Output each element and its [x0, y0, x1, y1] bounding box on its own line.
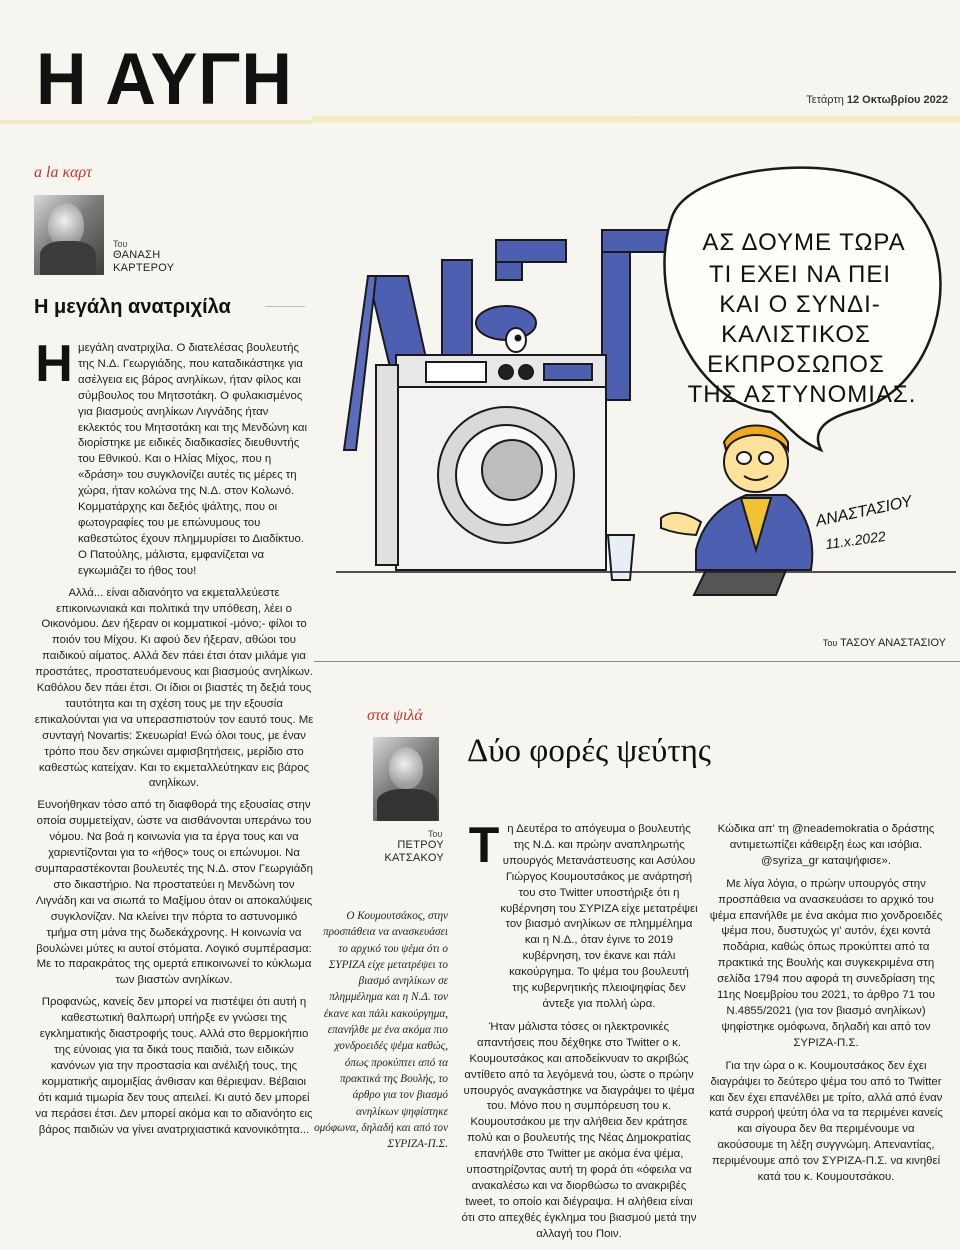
right-author-first: ΠΕΤΡΟΥ	[397, 839, 444, 851]
artist-signature	[813, 493, 915, 552]
left-paragraph-3: Ευνοήθηκαν τόσο από τη διαφθορά της εξουσίας στην οποία συμμετείχαν, ώστε να αισθάνονται υπεράνω του νόμου. Να βοά η κοινωνία για τα έργα τους και να χαριεντίζονται για το «ήθος» τους οι επώνυμοι. Να συμπαραστέκονται βουλευτές της Ν.Δ. στον Γεωργιάδη στο δικαστήριο. Να προστατεύει η Μενδώνη τον Λιγνάδη και να σιωπά το Μαξίμου όταν οι αποκαλύψεις συγκλονίζαν. Να κλείνει την πόρτα το αστυνομικό τμήμα στη μάνα της δωδεκάχρονης. Η κοινωνία να βουλώνει μύτες κι αυτοί στόματα. Λογικό συμπέρασμα: Με το παρακράτος της ομερτά επικοινωνεί το κύκλωμα των βιαστών ανηλίκων.	[35, 799, 313, 987]
bird-figure	[476, 306, 536, 352]
right-article-column-1	[460, 817, 698, 1250]
editorial-cartoon	[316, 150, 956, 630]
left-byline-prefix: Του	[113, 239, 128, 249]
speech-line-1: ΑΣ ΔΟΥΜΕ ΤΩΡΑ	[702, 229, 906, 256]
title-rule	[265, 306, 305, 307]
water-glass	[608, 535, 634, 580]
header-rule-left	[0, 120, 312, 124]
header-rule	[312, 116, 960, 123]
left-author-first: ΘΑΝΑΣΗ	[113, 249, 161, 261]
right-paragraph-5: Για την ώρα ο κ. Κουμουτσάκος δεν έχει διαγράψει το δεύτερο ψέμα του από το Twitter και δεν έχει επανέλθει με τρίτο, αλλά από έναν κατά συρροή ψεύτη όλα να τα περιμένει κανείς και σίγουρα δεν θα περιμένουμε να ακούσουμε τη λέξη συγγνώμη. Απεναντίας, περιμένουμε από τον ΣΥΡΙΖΑ-Π.Σ. να κινηθεί κατά του κ. Κουμουτσάκου.	[709, 1059, 943, 1184]
date-day: Τετάρτη	[806, 94, 844, 106]
cartoon-credit	[823, 637, 946, 649]
left-author-photo	[34, 195, 104, 275]
signature-date: 11.x.2022	[824, 527, 887, 553]
right-section-label: στα ψιλά	[367, 707, 423, 724]
right-article-title: Δύο φορές ψεύτης	[467, 733, 711, 769]
right-paragraph-1: η Δευτέρα το απόγευμα ο βουλευτής της Ν.Δ. και πρώην αναπληρωτής υπουργός Μετανάστευσης και Ασύλου Γιώργος Κουμουτσάκος με ανάρτησή του στο Twitter υποστήριξε ότι η κυβέρνηση του ΣΥΡΙΖΑ είχε μετατρέψει τον βιασμό ανηλίκων σε πλημμέλημα και η Ν.Δ., όταν έγινε το 2019 κυβέρνηση, τον έκανε και πάλι κακούργημα. Το ψέμα του βουλευτή της κυβερνητικής πλειοψηφίας δεν άντεξε για πολλή ώρα.	[500, 823, 698, 1010]
right-author-last: ΚΑΤΣΑΚΟΥ	[384, 852, 444, 864]
right-paragraph-2: Ήταν μάλιστα τόσες οι ηλεκτρονικές απαντήσεις που δέχθηκε στο Twitter ο κ. Κουμουτσάκος και αποδείκνυαν το ακριβώς αντίθετο από τα λεγόμενά του, ώστε ο πρώην υπουργός αναγκάστηκε να διαγράψει το ψέμα του. Μόνο που η συμπόρευση του κ. Κουμουτσάκου με την αλήθεια δεν κράτησε πολύ και ο βουλευτής της Νέας Δημοκρατίας επανήλθε στο Twitter με ακόμα ένα ψέμα, υποστηρίζοντας αυτή τη φορά ότι «όφειλα να ανακαλέσω και να διορθώσω το ανακριβές tweet, το οποίο και διέγραψα. Η αλήθεια είναι ότι στο απεχθές έγκλημα του βιασμού μετά την αλλαγή του Ποιν.	[461, 1020, 697, 1240]
left-author-last: ΚΑΡΤΕΡΟΥ	[113, 262, 175, 274]
cartoon-credit-name: ΤΑΣΟΥ ΑΝΑΣΤΑΣΙΟΥ	[840, 637, 946, 649]
publication-date	[806, 94, 948, 106]
date-full: 12 Οκτωβρίου 2022	[846, 94, 948, 106]
left-dropcap: Η	[35, 335, 73, 393]
pull-quote: Ο Κουμουτσάκος, στην προσπάθεια να ανασκευάσει το αρχικό του ψέμα ότι ο ΣΥΡΙΖΑ είχε μετατρέψει το βιασμό ανηλίκων σε πλημμέλημα και η Ν.Δ. τον έκανε και πάλι κακούργημα, επανήλθε με ένα ακόμα πιο χονδροειδές ψέμα καθώς, όπως προκύπτει από τα πρακτικά της Βουλής, το άρθρο για τον βιασμό ανηλίκων ψηφίστηκε ομόφωνα, δηλαδή και από τον ΣΥΡΙΖΑ-Π.Σ.	[314, 910, 448, 1151]
right-dropcap: Τ	[468, 817, 500, 873]
right-author-photo	[373, 737, 439, 821]
right-paragraph-3: Κώδικα απ' τη @neademokratia ο δράστης αντιμετωπίζει κάθειρξη έως και ισόβια. @syriza_gr καταψήφισε».	[717, 823, 935, 867]
tablet	[694, 570, 786, 595]
speech-line-4: ΚΑΛΙΣΤΙΚΟΣ	[721, 321, 871, 348]
signature-name: ΑΝΑΣΤΑΣΙΟΥ	[814, 493, 914, 531]
left-article-title: Η μεγάλη ανατριχίλα	[34, 296, 231, 318]
left-paragraph-4: Προφανώς, κανείς δεν μπορεί να πιστέψει ότι αυτή η καθεστωτική θαλπωρή υπήρξε εν γνώσει της εγκληματικής διαστροφής τους. Αλλά στο θερμοκήπιο της εύνοιας για τα δικά τους παιδιά, των ειδικών κανόνων για την προστασία και ανέλιξή τους, της κομματικής αιμομιξίας άνθισαν και θέριεψαν. Βέβαιοι ότι καμιά τιμωρία δεν τους απειλεί. Κι αυτό δεν μπορεί να περάσει έτσι. Δεν μπορεί ακόμα και το αδιανόητο εις βάρος παιδιών να γίνει ανατριχιαστικά κανονικότητα...	[35, 996, 313, 1136]
right-article-column-2	[708, 822, 944, 1193]
cartoon-drawing	[316, 150, 956, 630]
cartoon-credit-prefix: Του	[822, 638, 838, 648]
section-divider	[314, 661, 960, 662]
masthead-logo: Η ΑΥΓΗ	[36, 38, 293, 120]
right-paragraph-4: Με λίγα λόγια, ο πρώην υπουργός στην προσπάθεια να ανασκευάσει το αρχικό του ψέμα επανήλθε με ένα ακόμα πιο χονδροειδές ψέμα που, δυστυχώς γι' αυτόν, έχει κοντά ποδάρια, καθώς όπως προκύπτει από τα πρακτικά της Βουλής και συγκεκριμένα στη σελίδα 1794 που αφορά τη συνεδρίαση της 11ης Νοεμβρίου του 2021, το άρθρο 71 του Ν.4855/2021 (για τον βιασμό ανηλίκων) ψηφίστηκε ομόφωνα, δηλαδή και από τον ΣΥΡΙΖΑ-Π.Σ.	[709, 877, 943, 1049]
washing-machine	[376, 355, 606, 570]
speech-line-6: ΤΗΣ ΑΣΤΥΝΟΜΙΑΣ.	[687, 381, 917, 408]
cartoon-man	[661, 426, 812, 571]
left-paragraph-1: μεγάλη ανατριχίλα. Ο διατελέσας βουλευτής της Ν.Δ. Γεωργιάδης, που καταδικάστηκε για ασέλγεια εις βάρος ανηλίκων, ήταν φίλος και σύμβουλος του Μητσοτάκη. Ο φυλακισμένος για βιασμούς ανηλίκων Λιγνάδης ήταν εκλεκτός του Μητσοτάκη και της Μενδώνη και διορίστηκε με ειδικές διαδικασίες διευθυντής του Εθνικού. Και ο Ηλίας Μίχος, που η «δράση» του συγκλονίζει αυτές τις μέρες τη χώρα, ήταν κολώνα της Ν.Δ. στον Κολωνό. Κομματάρχης και δεξιός ψάλτης, που οι φωτογραφίες του με επώνυμους του καθεστώτος έχουν πλημμυρίσει το Διαδίκτυο. Ο Πατούλης, μάλιστα, εμφανίζεται να εγκωμιάζει το ήθος του!	[78, 342, 307, 577]
speech-line-3: ΚΑΙ Ο ΣΥΝΔΙ-	[719, 291, 881, 318]
speech-line-2: ΤΙ ΕΧΕΙ ΝΑ ΠΕΙ	[708, 261, 892, 288]
left-section-label: a la καρτ	[34, 164, 92, 181]
right-byline-prefix: Του	[428, 829, 443, 839]
speech-line-5: ΕΚΠΡΟΣΩΠΟΣ	[707, 351, 885, 378]
left-article-body	[34, 335, 314, 1144]
left-paragraph-2: Αλλά... είναι αδιανόητο να εκμεταλλεύεστε επικοινωνιακά και πολιτικά την υπόθεση, λέει ο Οικονόμου. Δεν ήξεραν οι κομματικοί -μόνο;- φίλοι το ποιόν του Μίχου. Κι αφού δεν ήξεραν, αθώοι του παιδικού αίματος. Αλλά δεν πάει έτσι όταν μιλάμε για προστάτες, προστατευόμενους και βιασμούς ανηλίκων. Καθόλου δεν πάει έτσι. Οι ίδιοι οι βιαστές τη δεξιά τους ταυτότητα και τη σχέση τους με την εξουσία επικαλούνται για να υπερασπιστούν τον εαυτό τους. Με συνταγή Novartis: Σκευωρία! Ενώ όλοι τους, με έναν τρόπο που δεν σηκώνει αμφισβητήσεις, μερίδιο στο καθεστώς κατείχαν. Και το εκμεταλλεύτηκαν εις βάρος ανηλίκων.	[34, 586, 314, 790]
